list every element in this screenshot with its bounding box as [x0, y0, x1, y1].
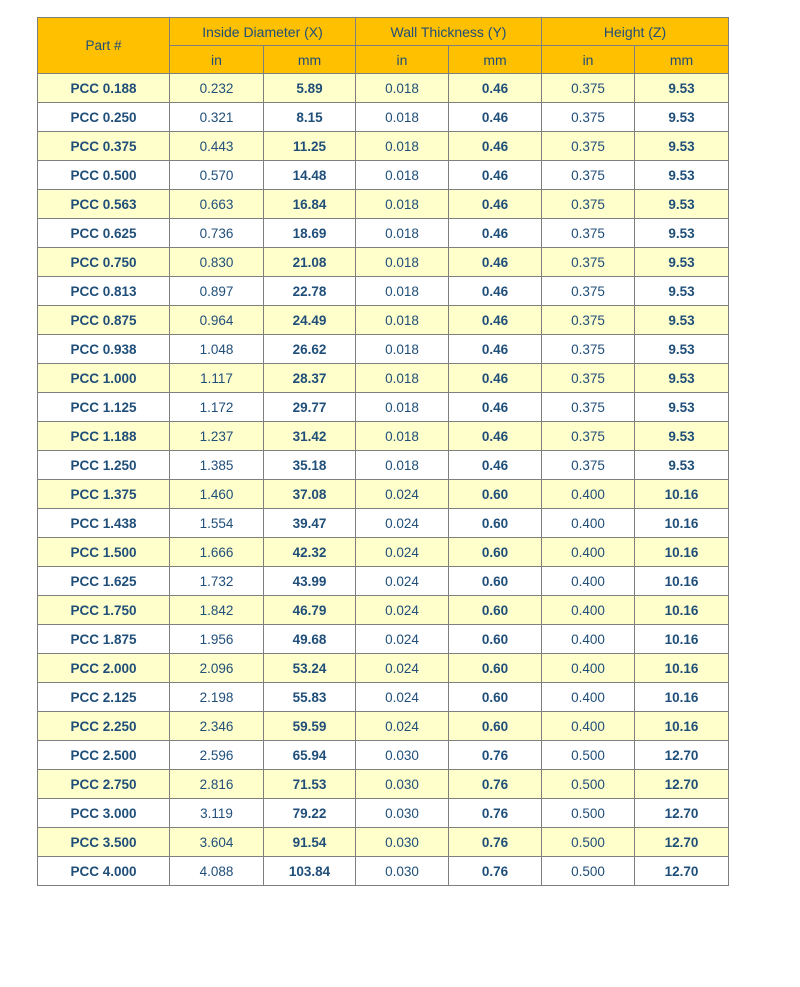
height-mm-cell: 12.70 [635, 828, 729, 857]
part-number-cell: PCC 1.250 [38, 451, 170, 480]
unit-header-in: in [542, 46, 635, 74]
height-mm-cell: 10.16 [635, 509, 729, 538]
height-in-cell: 0.400 [542, 596, 635, 625]
wall-thickness-in-cell: 0.018 [356, 306, 449, 335]
height-mm-cell: 9.53 [635, 335, 729, 364]
wall-thickness-in-cell: 0.018 [356, 364, 449, 393]
wall-thickness-in-cell: 0.024 [356, 654, 449, 683]
wall-thickness-mm-cell: 0.76 [449, 741, 542, 770]
inside-diameter-mm-cell: 5.89 [264, 74, 356, 103]
height-in-cell: 0.500 [542, 857, 635, 886]
inside-diameter-in-cell: 0.232 [170, 74, 264, 103]
inside-diameter-mm-cell: 49.68 [264, 625, 356, 654]
inside-diameter-in-cell: 1.554 [170, 509, 264, 538]
table-row [38, 422, 729, 451]
height-header: Height (Z) [542, 18, 729, 46]
height-in-cell: 0.400 [542, 625, 635, 654]
inside-diameter-in-cell: 2.816 [170, 770, 264, 799]
inside-diameter-mm-cell: 22.78 [264, 277, 356, 306]
table-row [38, 190, 729, 219]
inside-diameter-mm-cell: 37.08 [264, 480, 356, 509]
inside-diameter-mm-cell: 21.08 [264, 248, 356, 277]
wall-thickness-mm-cell: 0.46 [449, 219, 542, 248]
inside-diameter-mm-cell: 18.69 [264, 219, 356, 248]
inside-diameter-in-cell: 1.237 [170, 422, 264, 451]
height-in-cell: 0.400 [542, 480, 635, 509]
part-spec-table [37, 17, 729, 886]
height-mm-cell: 9.53 [635, 364, 729, 393]
wall-thickness-mm-cell: 0.46 [449, 248, 542, 277]
height-mm-cell: 9.53 [635, 393, 729, 422]
wall-thickness-mm-cell: 0.76 [449, 799, 542, 828]
height-in-cell: 0.400 [542, 509, 635, 538]
table-row [38, 335, 729, 364]
part-number-cell: PCC 3.000 [38, 799, 170, 828]
wall-thickness-mm-cell: 0.46 [449, 422, 542, 451]
inside-diameter-in-cell: 1.048 [170, 335, 264, 364]
inside-diameter-header: Inside Diameter (X) [170, 18, 356, 46]
table-row [38, 248, 729, 277]
height-mm-cell: 9.53 [635, 277, 729, 306]
table-row [38, 596, 729, 625]
inside-diameter-mm-cell: 42.32 [264, 538, 356, 567]
wall-thickness-in-cell: 0.018 [356, 103, 449, 132]
wall-thickness-in-cell: 0.030 [356, 741, 449, 770]
table-row [38, 451, 729, 480]
height-in-cell: 0.375 [542, 277, 635, 306]
height-in-cell: 0.400 [542, 567, 635, 596]
height-mm-cell: 9.53 [635, 219, 729, 248]
height-mm-cell: 10.16 [635, 654, 729, 683]
wall-thickness-in-cell: 0.018 [356, 451, 449, 480]
inside-diameter-mm-cell: 28.37 [264, 364, 356, 393]
part-number-cell: PCC 0.625 [38, 219, 170, 248]
inside-diameter-mm-cell: 71.53 [264, 770, 356, 799]
wall-thickness-in-cell: 0.024 [356, 509, 449, 538]
wall-thickness-in-cell: 0.018 [356, 422, 449, 451]
inside-diameter-in-cell: 2.346 [170, 712, 264, 741]
wall-thickness-in-cell: 0.024 [356, 683, 449, 712]
table-body [38, 74, 729, 886]
table-row [38, 654, 729, 683]
wall-thickness-mm-cell: 0.46 [449, 190, 542, 219]
part-number-cell: PCC 1.625 [38, 567, 170, 596]
part-number-cell: PCC 0.250 [38, 103, 170, 132]
wall-thickness-in-cell: 0.030 [356, 770, 449, 799]
inside-diameter-in-cell: 0.830 [170, 248, 264, 277]
part-number-cell: PCC 4.000 [38, 857, 170, 886]
height-mm-cell: 9.53 [635, 74, 729, 103]
inside-diameter-in-cell: 1.460 [170, 480, 264, 509]
wall-thickness-mm-cell: 0.46 [449, 451, 542, 480]
inside-diameter-in-cell: 4.088 [170, 857, 264, 886]
wall-thickness-header: Wall Thickness (Y) [356, 18, 542, 46]
wall-thickness-in-cell: 0.018 [356, 161, 449, 190]
inside-diameter-mm-cell: 43.99 [264, 567, 356, 596]
wall-thickness-mm-cell: 0.46 [449, 74, 542, 103]
wall-thickness-mm-cell: 0.46 [449, 277, 542, 306]
table-row [38, 364, 729, 393]
height-in-cell: 0.375 [542, 103, 635, 132]
height-in-cell: 0.375 [542, 364, 635, 393]
height-mm-cell: 12.70 [635, 799, 729, 828]
inside-diameter-mm-cell: 65.94 [264, 741, 356, 770]
wall-thickness-in-cell: 0.018 [356, 190, 449, 219]
part-number-cell: PCC 0.813 [38, 277, 170, 306]
part-number-cell: PCC 0.750 [38, 248, 170, 277]
height-mm-cell: 12.70 [635, 741, 729, 770]
wall-thickness-mm-cell: 0.60 [449, 509, 542, 538]
height-in-cell: 0.400 [542, 654, 635, 683]
table-row [38, 625, 729, 654]
inside-diameter-mm-cell: 26.62 [264, 335, 356, 364]
height-in-cell: 0.375 [542, 190, 635, 219]
wall-thickness-in-cell: 0.024 [356, 712, 449, 741]
height-in-cell: 0.375 [542, 219, 635, 248]
unit-header-in: in [170, 46, 264, 74]
wall-thickness-mm-cell: 0.60 [449, 625, 542, 654]
part-number-cell: PCC 0.875 [38, 306, 170, 335]
inside-diameter-mm-cell: 39.47 [264, 509, 356, 538]
wall-thickness-in-cell: 0.024 [356, 480, 449, 509]
wall-thickness-in-cell: 0.018 [356, 219, 449, 248]
inside-diameter-in-cell: 0.736 [170, 219, 264, 248]
height-mm-cell: 9.53 [635, 190, 729, 219]
table-row [38, 74, 729, 103]
table-row [38, 770, 729, 799]
inside-diameter-in-cell: 1.385 [170, 451, 264, 480]
inside-diameter-mm-cell: 91.54 [264, 828, 356, 857]
table-row [38, 828, 729, 857]
inside-diameter-in-cell: 1.842 [170, 596, 264, 625]
table-row [38, 857, 729, 886]
inside-diameter-in-cell: 2.596 [170, 741, 264, 770]
table-row [38, 741, 729, 770]
part-number-header: Part # [38, 18, 170, 74]
inside-diameter-mm-cell: 16.84 [264, 190, 356, 219]
table-row [38, 393, 729, 422]
unit-header-in: in [356, 46, 449, 74]
part-number-cell: PCC 0.500 [38, 161, 170, 190]
wall-thickness-in-cell: 0.018 [356, 74, 449, 103]
inside-diameter-in-cell: 0.964 [170, 306, 264, 335]
wall-thickness-mm-cell: 0.60 [449, 538, 542, 567]
height-in-cell: 0.400 [542, 712, 635, 741]
wall-thickness-mm-cell: 0.60 [449, 480, 542, 509]
table-row [38, 567, 729, 596]
height-in-cell: 0.400 [542, 683, 635, 712]
height-in-cell: 0.375 [542, 422, 635, 451]
table-row [38, 683, 729, 712]
wall-thickness-in-cell: 0.018 [356, 335, 449, 364]
inside-diameter-mm-cell: 53.24 [264, 654, 356, 683]
table-row [38, 277, 729, 306]
height-in-cell: 0.375 [542, 306, 635, 335]
part-number-cell: PCC 1.375 [38, 480, 170, 509]
height-mm-cell: 10.16 [635, 538, 729, 567]
wall-thickness-mm-cell: 0.46 [449, 335, 542, 364]
height-mm-cell: 10.16 [635, 712, 729, 741]
height-in-cell: 0.500 [542, 828, 635, 857]
part-number-cell: PCC 2.500 [38, 741, 170, 770]
wall-thickness-in-cell: 0.018 [356, 248, 449, 277]
table-row [38, 161, 729, 190]
inside-diameter-mm-cell: 59.59 [264, 712, 356, 741]
wall-thickness-in-cell: 0.024 [356, 596, 449, 625]
wall-thickness-mm-cell: 0.46 [449, 103, 542, 132]
wall-thickness-mm-cell: 0.46 [449, 393, 542, 422]
height-in-cell: 0.500 [542, 770, 635, 799]
inside-diameter-mm-cell: 79.22 [264, 799, 356, 828]
inside-diameter-mm-cell: 35.18 [264, 451, 356, 480]
table-row [38, 219, 729, 248]
wall-thickness-mm-cell: 0.76 [449, 770, 542, 799]
unit-header-mm: mm [264, 46, 356, 74]
part-number-cell: PCC 1.875 [38, 625, 170, 654]
wall-thickness-mm-cell: 0.60 [449, 712, 542, 741]
wall-thickness-in-cell: 0.018 [356, 277, 449, 306]
inside-diameter-mm-cell: 55.83 [264, 683, 356, 712]
table-row [38, 509, 729, 538]
inside-diameter-mm-cell: 103.84 [264, 857, 356, 886]
unit-header-mm: mm [449, 46, 542, 74]
wall-thickness-mm-cell: 0.60 [449, 567, 542, 596]
inside-diameter-mm-cell: 29.77 [264, 393, 356, 422]
height-mm-cell: 12.70 [635, 857, 729, 886]
wall-thickness-in-cell: 0.024 [356, 538, 449, 567]
height-mm-cell: 10.16 [635, 596, 729, 625]
height-in-cell: 0.375 [542, 451, 635, 480]
height-in-cell: 0.375 [542, 132, 635, 161]
table-row [38, 538, 729, 567]
inside-diameter-mm-cell: 11.25 [264, 132, 356, 161]
wall-thickness-in-cell: 0.024 [356, 567, 449, 596]
height-mm-cell: 9.53 [635, 451, 729, 480]
height-mm-cell: 10.16 [635, 480, 729, 509]
wall-thickness-in-cell: 0.030 [356, 828, 449, 857]
wall-thickness-mm-cell: 0.76 [449, 828, 542, 857]
part-number-cell: PCC 1.125 [38, 393, 170, 422]
part-number-cell: PCC 1.500 [38, 538, 170, 567]
height-mm-cell: 9.53 [635, 248, 729, 277]
part-number-cell: PCC 0.938 [38, 335, 170, 364]
part-number-cell: PCC 2.125 [38, 683, 170, 712]
inside-diameter-mm-cell: 46.79 [264, 596, 356, 625]
part-number-cell: PCC 1.438 [38, 509, 170, 538]
height-mm-cell: 10.16 [635, 683, 729, 712]
inside-diameter-mm-cell: 14.48 [264, 161, 356, 190]
wall-thickness-mm-cell: 0.76 [449, 857, 542, 886]
wall-thickness-mm-cell: 0.60 [449, 683, 542, 712]
part-number-cell: PCC 1.000 [38, 364, 170, 393]
inside-diameter-in-cell: 0.663 [170, 190, 264, 219]
inside-diameter-in-cell: 1.666 [170, 538, 264, 567]
inside-diameter-in-cell: 1.732 [170, 567, 264, 596]
part-number-cell: PCC 0.563 [38, 190, 170, 219]
table-row [38, 712, 729, 741]
inside-diameter-in-cell: 1.172 [170, 393, 264, 422]
part-number-cell: PCC 2.000 [38, 654, 170, 683]
wall-thickness-mm-cell: 0.46 [449, 364, 542, 393]
part-number-cell: PCC 2.750 [38, 770, 170, 799]
inside-diameter-mm-cell: 31.42 [264, 422, 356, 451]
inside-diameter-in-cell: 0.321 [170, 103, 264, 132]
inside-diameter-mm-cell: 8.15 [264, 103, 356, 132]
table-row [38, 132, 729, 161]
height-in-cell: 0.375 [542, 161, 635, 190]
inside-diameter-in-cell: 0.443 [170, 132, 264, 161]
wall-thickness-mm-cell: 0.60 [449, 654, 542, 683]
height-mm-cell: 9.53 [635, 132, 729, 161]
unit-header-mm: mm [635, 46, 729, 74]
inside-diameter-in-cell: 0.897 [170, 277, 264, 306]
part-number-cell: PCC 2.250 [38, 712, 170, 741]
height-in-cell: 0.375 [542, 393, 635, 422]
height-in-cell: 0.400 [542, 538, 635, 567]
inside-diameter-in-cell: 0.570 [170, 161, 264, 190]
height-mm-cell: 10.16 [635, 567, 729, 596]
table-row [38, 103, 729, 132]
part-number-cell: PCC 3.500 [38, 828, 170, 857]
inside-diameter-in-cell: 1.117 [170, 364, 264, 393]
table-row [38, 480, 729, 509]
part-number-cell: PCC 1.750 [38, 596, 170, 625]
height-in-cell: 0.500 [542, 741, 635, 770]
wall-thickness-in-cell: 0.030 [356, 799, 449, 828]
table-header [38, 18, 729, 74]
inside-diameter-in-cell: 1.956 [170, 625, 264, 654]
height-mm-cell: 10.16 [635, 625, 729, 654]
wall-thickness-mm-cell: 0.46 [449, 161, 542, 190]
inside-diameter-in-cell: 2.198 [170, 683, 264, 712]
part-number-cell: PCC 0.188 [38, 74, 170, 103]
wall-thickness-in-cell: 0.018 [356, 393, 449, 422]
wall-thickness-in-cell: 0.018 [356, 132, 449, 161]
height-mm-cell: 9.53 [635, 103, 729, 132]
table-row [38, 799, 729, 828]
part-number-cell: PCC 0.375 [38, 132, 170, 161]
inside-diameter-in-cell: 2.096 [170, 654, 264, 683]
height-mm-cell: 12.70 [635, 770, 729, 799]
part-number-cell: PCC 1.188 [38, 422, 170, 451]
height-in-cell: 0.375 [542, 248, 635, 277]
wall-thickness-in-cell: 0.030 [356, 857, 449, 886]
wall-thickness-in-cell: 0.024 [356, 625, 449, 654]
wall-thickness-mm-cell: 0.60 [449, 596, 542, 625]
height-in-cell: 0.375 [542, 74, 635, 103]
height-in-cell: 0.500 [542, 799, 635, 828]
wall-thickness-mm-cell: 0.46 [449, 132, 542, 161]
height-mm-cell: 9.53 [635, 306, 729, 335]
wall-thickness-mm-cell: 0.46 [449, 306, 542, 335]
height-mm-cell: 9.53 [635, 161, 729, 190]
height-mm-cell: 9.53 [635, 422, 729, 451]
height-in-cell: 0.375 [542, 335, 635, 364]
inside-diameter-mm-cell: 24.49 [264, 306, 356, 335]
inside-diameter-in-cell: 3.119 [170, 799, 264, 828]
table-row [38, 306, 729, 335]
inside-diameter-in-cell: 3.604 [170, 828, 264, 857]
